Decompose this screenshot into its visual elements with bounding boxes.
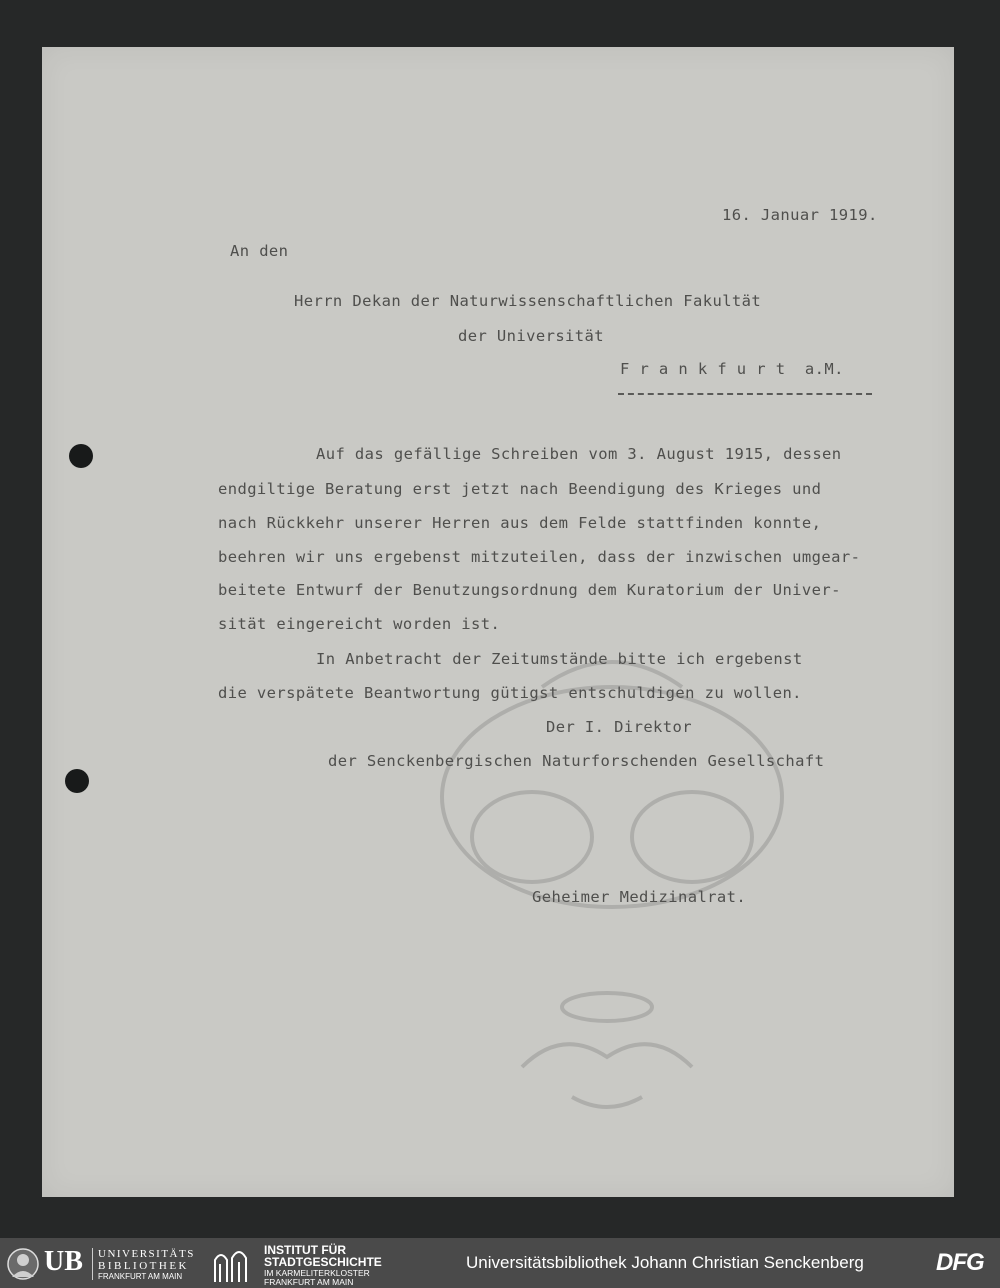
recipient-line-2: der Universität [458,327,604,345]
ub-divider [92,1248,93,1280]
recipient-city: F r a n k f u r t a.M. [620,360,844,378]
body-line-4: beehren wir uns ergebenst mitzuteilen, dass der inzwischen umgear- [218,548,861,566]
signature-organization: der Senckenbergischen Naturforschenden Gesellschaft [328,752,825,770]
letter-page [42,47,954,1197]
punch-hole-top [69,444,93,468]
ub-line-1: UNIVERSITÄTS [98,1248,195,1260]
body-line-8: die verspätete Beantwortung gütigst entschuldigen zu wollen. [218,684,802,702]
letter-date: 16. Januar 1919. [722,206,878,224]
body-line-3: nach Rückkehr unserer Herren aus dem Felde stattfinden konnte, [218,514,822,532]
isg-line-4: FRANKFURT AM MAIN [264,1277,354,1287]
body-line-5: beitete Entwurf der Benutzungsordnung dem Kuratorium der Univer- [218,581,841,599]
isg-line-2: STADTGESCHICHTE [264,1255,382,1269]
body-line-6: sität eingereicht worden ist. [218,615,501,633]
body-line-2: endgiltige Beratung erst jetzt nach Beendigung des Krieges und [218,480,822,498]
ub-abbreviation: UB [44,1246,83,1277]
letter-salutation: An den [230,242,289,260]
signature-rank: Geheimer Medizinalrat. [532,888,747,906]
ub-portrait-icon [6,1247,40,1281]
punch-hole-bottom [65,769,89,793]
body-line-7: In Anbetracht der Zeitumstände bitte ich ergebenst [316,650,803,668]
signature-title: Der I. Direktor [546,718,692,736]
dfg-logo: DFG [936,1249,984,1276]
recipient-underline [618,393,872,395]
recipient-line-1: Herrn Dekan der Naturwissenschaftlichen Fakultät [294,292,762,310]
isg-line-1: INSTITUT FÜR [264,1243,346,1257]
body-line-1: Auf das gefällige Schreiben vom 3. August 1915, dessen [316,445,842,463]
ub-line-2: BIBLIOTHEK [98,1260,189,1272]
isg-arches-icon [212,1246,252,1282]
library-name: Universitätsbibliothek Johann Christian Senckenberg [466,1253,864,1272]
footer-bar [0,1238,1000,1288]
ub-line-3: FRANKFURT AM MAIN [98,1272,183,1281]
isg-line-3: IM KARMELITERKLOSTER [264,1268,370,1278]
